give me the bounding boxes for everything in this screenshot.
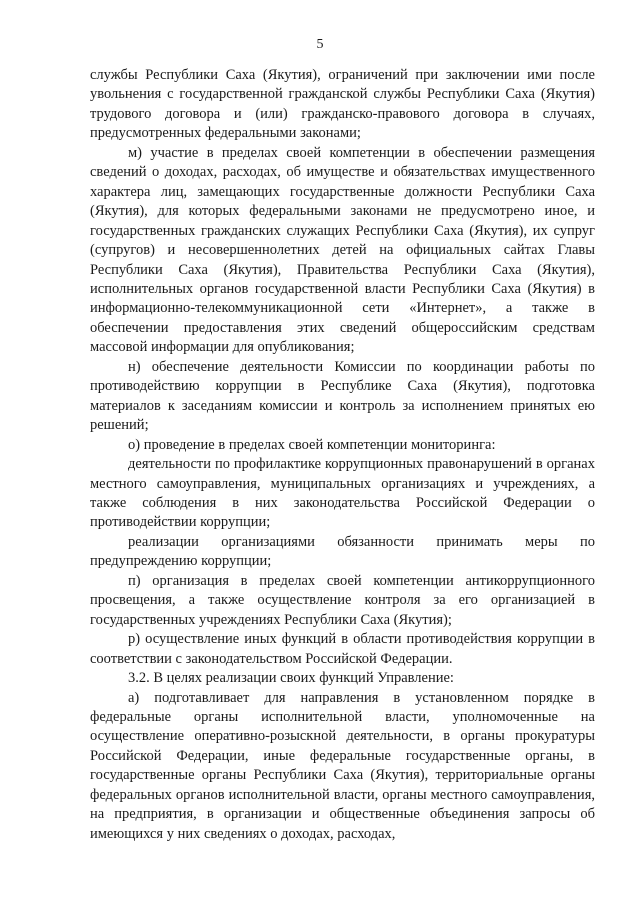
paragraph-item-m: м) участие в пределах своей компетенции в обеспечении размещения сведений о доходах, расходах, об имуществе и обязательствах имущественного характера лиц, замещающих государственные должности Республики Саха (Якутия), для которых федеральными законами не предусмотрено иное, и государственных гражданских служащих Республики Саха (Якутия), их супруг (супругов) и несовершеннолетних детей на официальных сайтах Главы Республики Саха (Якутия), Правительства Республики Саха (Якутия), исполнительных органов государственной власти Республики Саха (Якутия) в информационно-телекоммуникационной сети «Интернет», а также в обеспечении предоставления этих сведений общероссийским средствам массовой информации для опубликования; — [90, 144, 595, 356]
section-heading-3-2: 3.2. В целях реализации своих функций Управление: — [128, 670, 454, 687]
paragraph-item-r: р) осуществление иных функций в области противодействия коррупции в соответствии с законодательством Российской Федерации. — [90, 631, 595, 667]
paragraph-item-n: н) обеспечение деятельности Комиссии по координации работы по противодействию коррупции в Республике Саха (Якутия), подготовка материалов к заседаниям комиссии и контроль за исполнением принятых ею решений; — [90, 358, 595, 434]
paragraph-item-o-sub2: реализации организациями обязанности принимать меры по предупреждению коррупции; — [90, 533, 595, 570]
paragraph-item-a: а) подготавливает для направления в установленном порядке в федеральные органы исполнительной власти, уполномоченные на осуществление оперативно-розыскной деятельности, в органы прокуратуры Российской Федерации, иные федеральные государственные органы, в государственные органы Республики Саха (Якутия), территориальные органы федеральных органов исполнительной власти, органы местного самоуправления, на предприятия, в организации и общественные объединения запросы об имеющихся у них сведениях о доходах, расходах, — [90, 689, 595, 842]
paragraph-item-o-sub1: деятельности по профилактике коррупционных правонарушений в органах местного самоуправления, муниципальных организациях и учреждениях, а также соблюдения в них законодательства Российской Федерации о противодействии коррупции; — [90, 456, 595, 531]
paragraph-item-p: п) организация в пределах своей компетенции антикоррупционного просвещения, а также осуществление контроля за его организацией в государственных учреждениях Республики Саха (Якутия); — [90, 572, 595, 628]
document-body — [90, 66, 595, 844]
paragraph-continuation: службы Республики Саха (Якутия), ограничений при заключении ими после увольнения с государственной гражданской службы Республики Саха (Якутия) трудового договора и (или) гражданско-правового договора в случаях, предусмотренных федеральными законами; — [90, 67, 595, 142]
paragraph-item-o: о) проведение в пределах своей компетенции мониторинга: — [128, 436, 496, 453]
page-number: 5 — [316, 37, 324, 52]
